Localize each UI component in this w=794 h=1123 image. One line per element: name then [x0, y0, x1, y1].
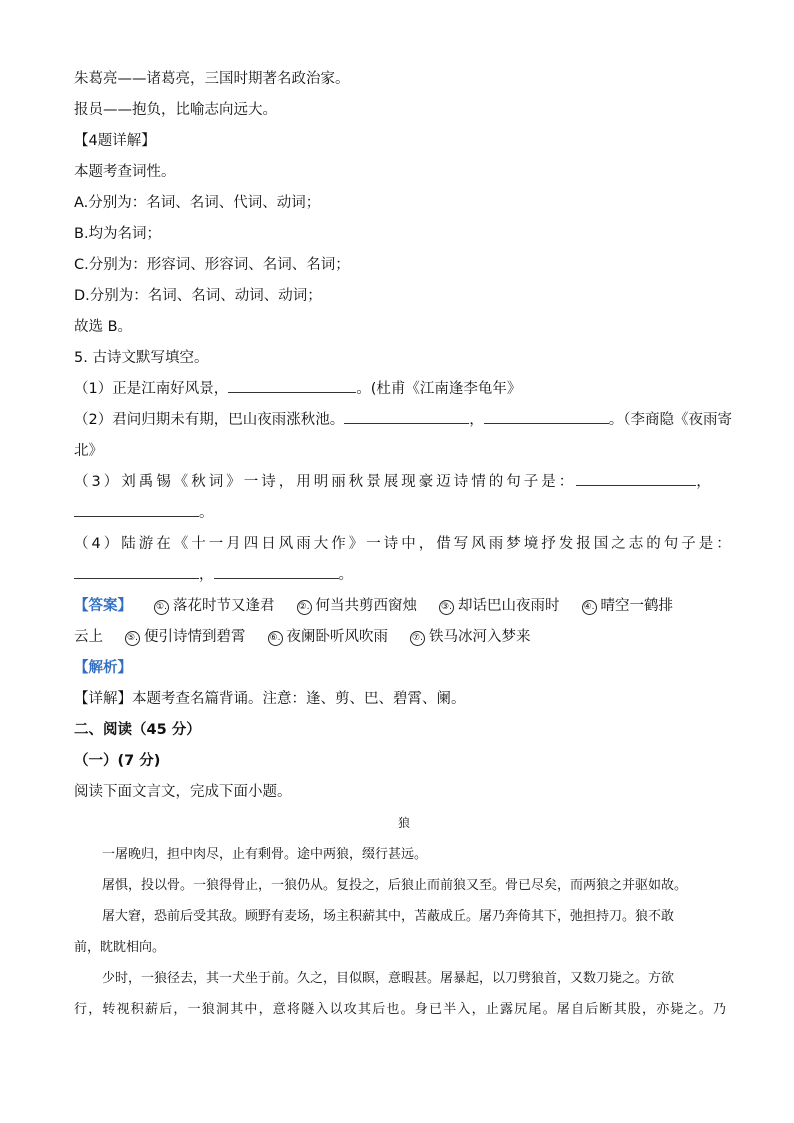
answer-blank[interactable]	[74, 502, 199, 517]
answer-blank[interactable]	[74, 564, 199, 579]
text-line: 本题考查词性。	[74, 164, 176, 180]
text-line: 5. 古诗文默写填空。	[74, 350, 209, 366]
section-title: 二、阅读（45 分）	[74, 722, 201, 738]
question-3: （3）刘禹锡《秋词》一诗，用明丽秋景展现豪迈诗情的句子是： ，	[74, 467, 734, 498]
answer-blank[interactable]	[228, 378, 356, 393]
question-2-cont: 北》	[74, 443, 103, 459]
passage-line: 行，转视积薪后，一狼洞其中，意将隧入以攻其后也。身已半入，止露尻尾。屠自后断其股，亦毙之。乃	[74, 1002, 728, 1017]
passage-line: 一屠晚归，担中肉尽，止有剩骨。途中两狼，缀行甚远。	[102, 847, 428, 862]
question-2: （2）君问归期未有期，巴山夜雨涨秋池。 ， 。（李商隐《夜雨寄	[74, 405, 734, 436]
text-line: 【4题详解】	[74, 133, 156, 149]
answer-line: 【答案】 ①. 落花时节又逢君 ②. 何当共剪西窗烛 ③. 却话巴山夜雨时 ④. 晴空一鹤排	[74, 598, 673, 614]
passage-line: 前，眈眈相向。	[74, 940, 166, 955]
answer-line-cont: 云上 ⑤. 便引诗情到碧霄 ⑥. 夜阑卧听风吹雨 ⑦. 铁马冰河入梦来	[74, 629, 531, 645]
instruction: 阅读下面文言文，完成下面小题。	[74, 784, 292, 800]
question-4: （4）陆游在《十一月四日风雨大作》一诗中，借写风雨梦境抒发报国之志的句子是：	[74, 536, 734, 552]
circled-number: ①.	[154, 600, 169, 615]
content-column	[74, 64, 734, 1025]
circled-number: ④.	[582, 600, 597, 615]
text-line: B.均为名词；	[74, 226, 162, 242]
text-line: 报员——抱负，比喻志向远大。	[74, 102, 277, 118]
circled-number: ⑥.	[268, 631, 283, 646]
passage-line: 少时，一狼径去，其一犬坐于前。久之，目似瞑，意暇甚。屠暴起，以刀劈狼首，又数刀毙之。方欲	[102, 971, 675, 986]
answer-blank[interactable]	[344, 409, 469, 424]
answer-blank[interactable]	[484, 409, 609, 424]
passage-line: 屠惧，投以骨。一狼得骨止，一狼仍从。复投之，后狼止而前狼又至。骨已尽矣，而两狼之并驱如故。	[102, 878, 688, 893]
subsection-title: （一）(7 分)	[74, 753, 161, 769]
answer-tag: 【答案】	[74, 598, 132, 614]
text-line: A.分别为：名词、名词、代词、动词；	[74, 195, 321, 211]
circled-number: ②.	[297, 600, 312, 615]
passage-line: 屠大窘，恐前后受其敌。顾野有麦场，场主积薪其中，苫蔽成丘。屠乃奔倚其下，弛担持刀。狼不敢	[102, 909, 675, 924]
question-1: （1）正是江南好风景， 。(杜甫《江南逢李龟年》	[74, 374, 734, 405]
answer-blank[interactable]	[576, 471, 696, 486]
passage-title: 狼	[397, 816, 410, 830]
analysis-tag: 【解析】	[74, 660, 132, 676]
circled-number: ⑤.	[125, 631, 140, 646]
answer-blank[interactable]	[214, 564, 339, 579]
circled-number: ⑦.	[410, 631, 425, 646]
text-line: D.分别为：名词、名词、动词、动词；	[74, 288, 322, 304]
text-line: 朱葛亮——诸葛亮，三国时期著名政治家。	[74, 71, 350, 87]
analysis-detail: 【详解】本题考查名篇背诵。注意：逢、剪、巴、碧霄、阑。	[74, 691, 466, 707]
question-3-cont: 。	[74, 498, 734, 529]
circled-number: ③.	[439, 600, 454, 615]
question-4-cont: ， 。	[74, 560, 734, 591]
text-line: C.分别为：形容词、形容词、名词、名词；	[74, 257, 350, 273]
text-line: 故选 B。	[74, 319, 133, 335]
